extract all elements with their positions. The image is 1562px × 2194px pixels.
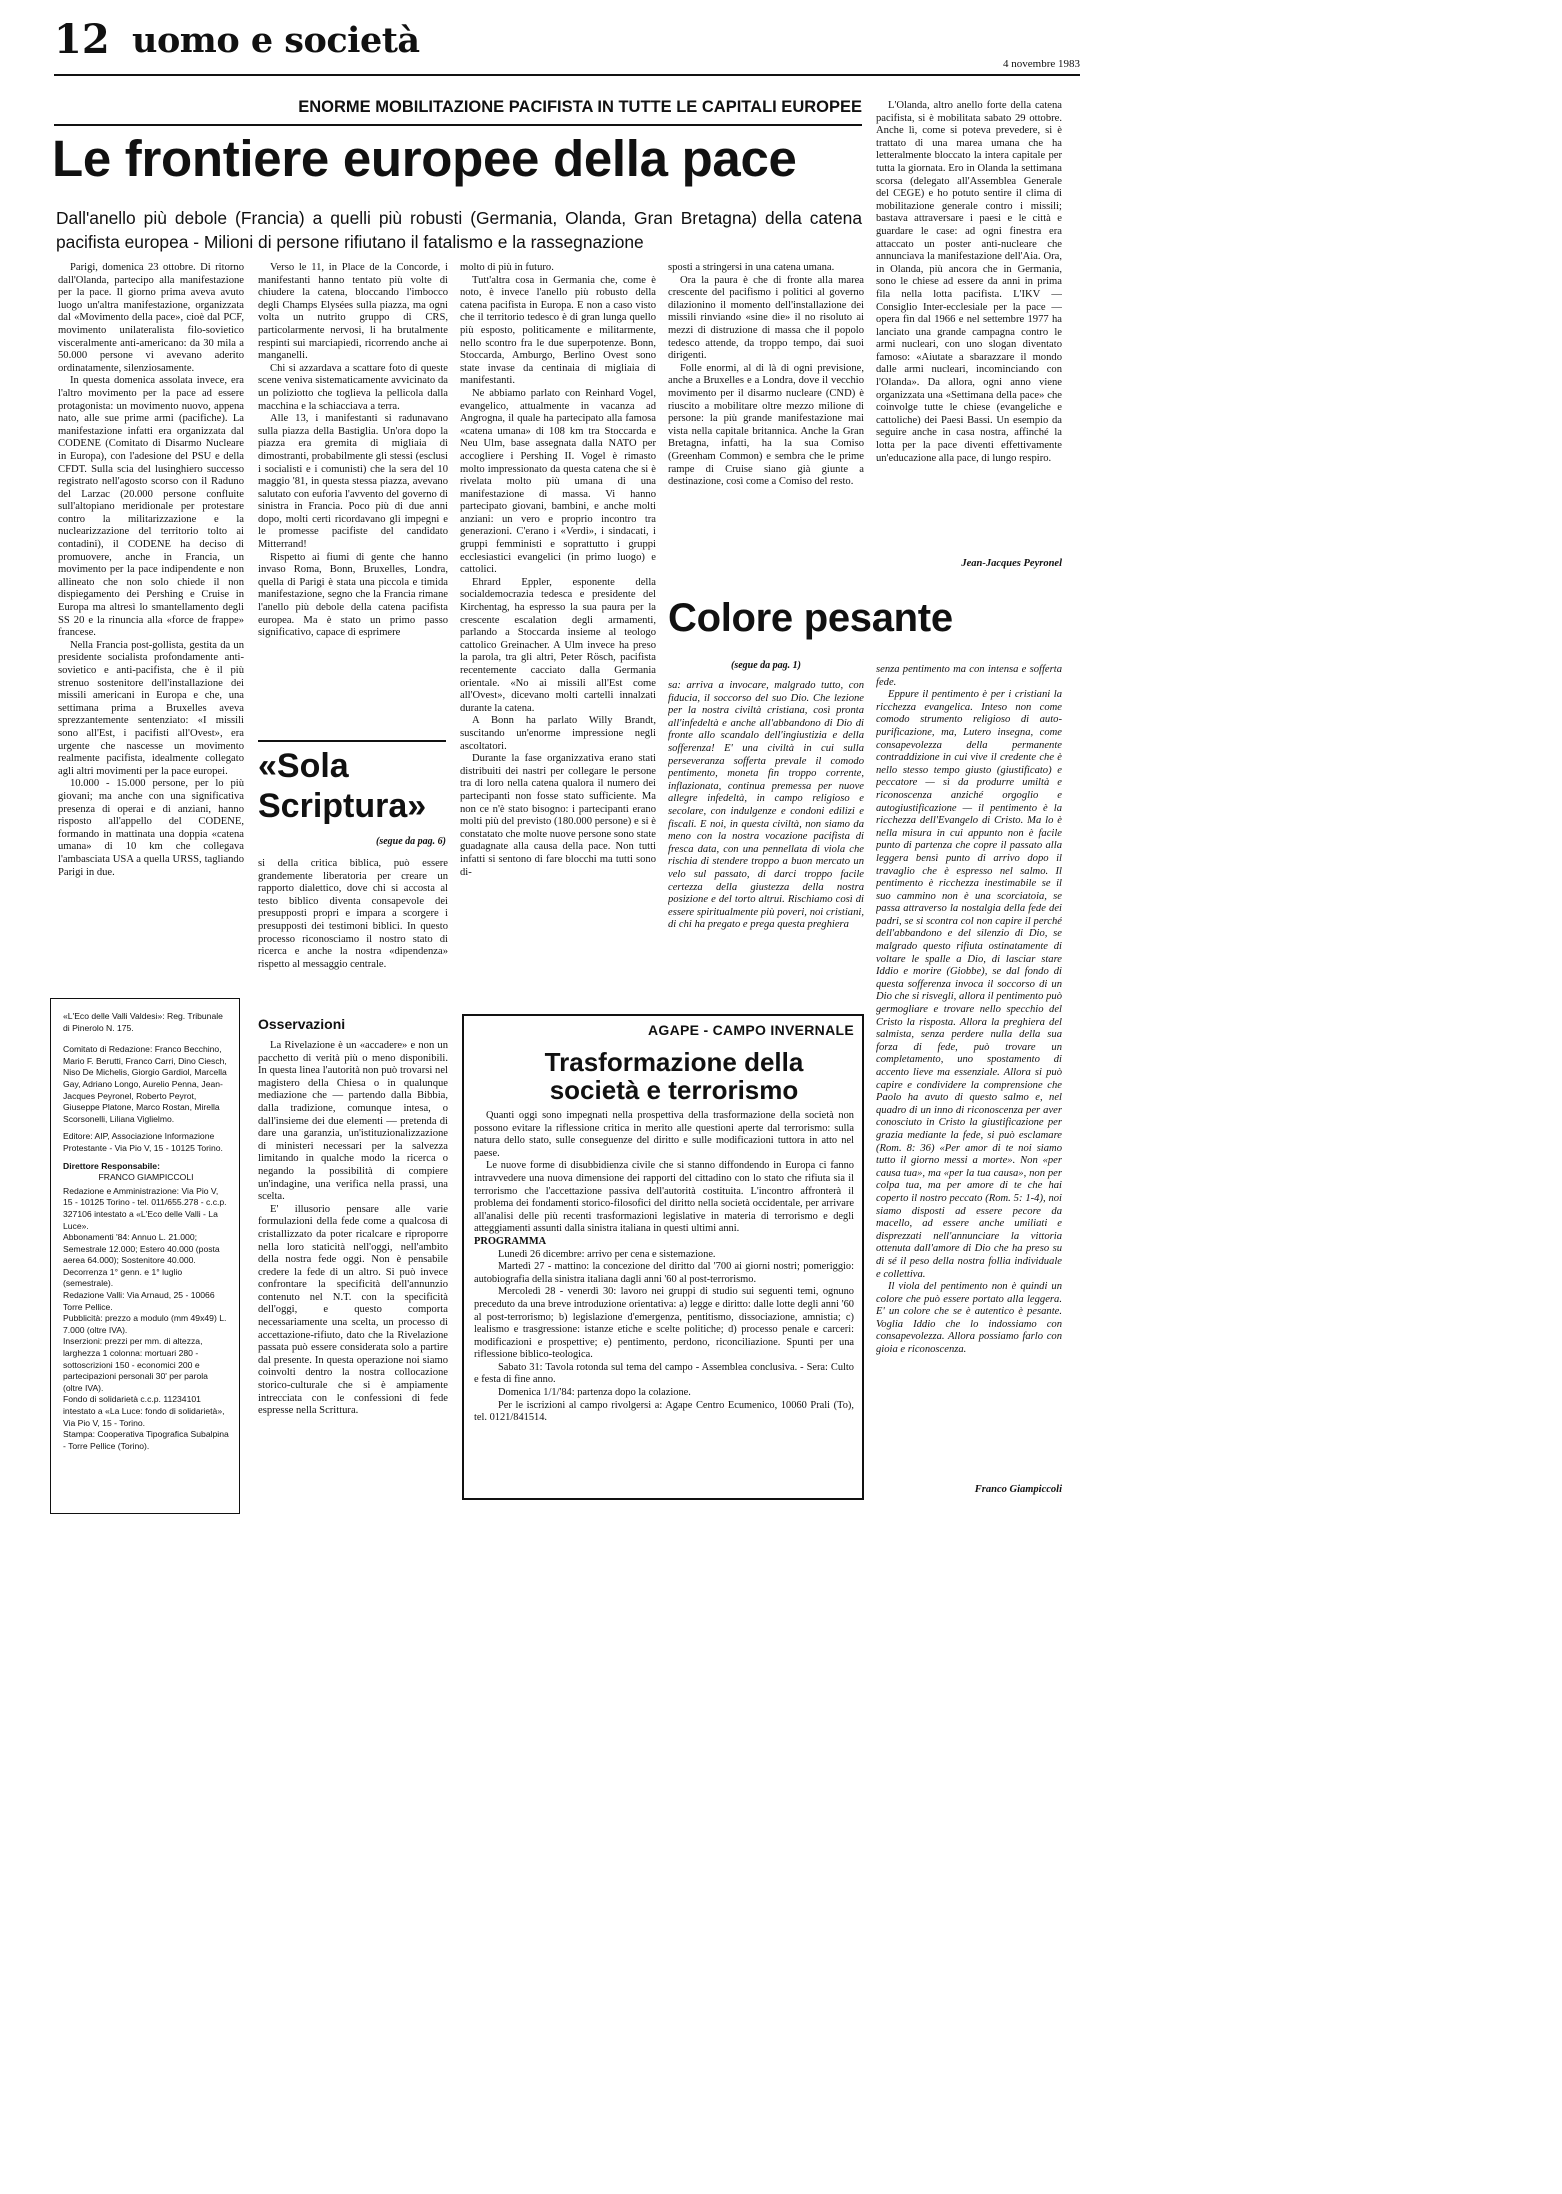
main-col4-p2: Ora la paura è che di fronte alla marea crescente del pacifismo i politici al governo dilazionino il momento dell'installazione dei missili rinviando «sine die» il no risoluto ai mezzi di distruzione di massa che il popolo tedesco attende, da troppo tempo, dai suoi dirigenti. bbox=[668, 274, 864, 362]
agape-program-2: Martedì 27 - mattino: la concezione del diritto dal '700 ai giorni nostri; pomeriggio: autobiografia della sinistra italiana dagli anni '60 al post-terrorismo. bbox=[474, 1261, 854, 1285]
agape-program-6: Per le iscrizioni al campo rivolgersi a: Agape Centro Ecumenico, 10060 Prali (To), tel. 0121/841514. bbox=[474, 1399, 854, 1424]
masthead bbox=[40, 14, 1080, 70]
main-col2-p4: Rispetto ai fiumi di gente che hanno invaso Roma, Bonn, Bruxelles, Londra, quella di Parigi è stata una piccola e timida manifestazione, segno che la Francia rimane l'anello più debole della catena pacifista europea. Ma è stato un primo passo significativo, capace di esprimere bbox=[258, 551, 448, 639]
main-column-2 bbox=[258, 262, 448, 732]
colore-col2-p2: Eppure il pentimento è per i cristiani la ricchezza evangelica. Inteso non come comodo strumento religioso di auto-purificazione, ma, Lutero insegna, come consapevolezza della permanente contraddizione in cui vive il credente che è nello stesso tempo giusto (giustificato) e peccatore — sì da produrre umiltà e riconoscenza anziché orgoglio e autogiustificazione — il pentimento è la ricchezza dell'Evangelo di Cristo. Ma lo è nella misura in cui appunto non è facile punto di partenza che copre il passato alla leggera bensì punto di arrivo dopo il travaglio che è espresso nel salmo. Il pentimento è ricchezza inestimabile se il suo cammino non è una scorciatoia, se passa attraverso la nostalgia della fede dei padri, se si scontra col non capire il perché dell'abbandono e del silenzio di Dio, se malgrado questo rifiuta ostinatamente di voltare le spalle a Dio, di lasciar stare Iddio e morire (Giobbe), se dal fondo di questa sofferenza invoca il soccorso di un Dio che si risvegli, allora il pentimento può germogliare e trovare nello specchio del Cristo la risposta. Allora la preghiera del salmista, senza perdere nulla della sua forza di fede, può trovare un completamento, uno spostamento di accento lieve ma essenziale. Allora si può capire e condividere la comprensione che Paolo ha avuto di questo salmo e, nel quadro di un inno di riconoscenza per aver conosciuto in Cristo la giustificazione per grazia mediante la fede, si può esclamare (Rom. 8: 36) «Per amor di te noi siamo tutto il giorno messi a morte». Non «per causa tua», ma «per la tua causa», non per colpa tua, ma per amore di te che hai coperto il nostro peccato (Rom. 5: 1-4), noi siamo disposti ad essere pecore da macello, ad essere anche umiliati e disprezzati nell'annunciare la vittoria ottenuta dall'amore di Dio che ha preso su di sé il peso della nostra follia individuale e collettiva. bbox=[876, 689, 1062, 1280]
main-col2-p1: Verso le 11, in Place de la Concorde, i manifestanti hanno tentato più volte di chiudere la catena, bloccando l'imbocco degli Champs Elysées sulla piazza, ma ogni volta un nutrito gruppo di CRS, particolarmente nervosi, li ha brutalmente respinti sui marciapiedi, ricorrendo anche ai manganelli. bbox=[258, 262, 448, 362]
agape-program-1: Lunedì 26 dicembre: arrivo per cena e sistemazione. bbox=[498, 1248, 716, 1260]
agape-box bbox=[462, 1014, 864, 1500]
agape-p1: Quanti oggi sono impegnati nella prospettiva della trasformazione della società non possono evitare la riflessione critica in merito alle questioni aperte dal terrorismo: sulla natura dello stato, sulle conseguenze del diritto e sulle modificazioni tuttora in atto nel paese. bbox=[474, 1110, 854, 1159]
colophon-valley-office: Redazione Valli: Via Arnaud, 25 - 10066 Torre Pellice. bbox=[63, 1290, 215, 1312]
colophon-subscriptions: Abbonamenti '84: Annuo L. 21.000; Semestrale 12.000; Estero 40.000 (posta aerea 64.000); Sostenitore 40.000. Decorrenza 1° genn. e 1° luglio (semestrale). bbox=[63, 1232, 220, 1289]
main-signature: Jean-Jacques Peyronel bbox=[961, 558, 1062, 569]
main-col3-p3: Ne abbiamo parlato con Reinhard Vogel, evangelico, attualmente in vacanza ad Angrogna, il quale ha partecipato alla famosa «catena umana» di 108 km tra Stoccarda e Neu Ulm, base assegnata dalla NATO per accogliere i Pershing II. Vogel è rimasto molto impressionato da questa catena che si è rivelata molto più umana di una manifestazione di massa. Vi hanno partecipato giovani, bambini, e anche molti anziani: un vero e proprio incontro tra generazioni. C'erano i «Verdi», i sindacati, i gruppi femministi e soprattutto i gruppi ecclesiastici evangelici (in primo luogo) e cattolici. bbox=[460, 387, 656, 576]
main-column-3 bbox=[460, 262, 656, 1032]
colore-col1-text: sa: arriva a invocare, malgrado tutto, con fiducia, il soccorso del suo Dio. Che lezione per la nostra civiltà cristiana, così pronta all'infedeltà e anche all'abbandono di Dio di fronte allo scandalo dell'ingiustizia e della sofferenza! E' una civiltà in cui sulla perseveranza sofferta prevale il comodo pentimento, moneta fin troppo corrente, inflazionata, continua premessa per nuove allegre infedeltà, in campo religioso e secolare, con indulgenze e condoni edilizi e fiscali. E noi, in questa civiltà, non siamo da meno con la nostra vocazione pacifista di fresca data, con una pennellata di viola che rischia di stendere troppo a buon mercato un velo sul passato, di darci troppo facile certezza della giustezza della nostra posizione e del torto altrui. Rischiamo così di essere spiritualmente più poveri, noi cristiani, di chi ha pregato e prega questa preghiera bbox=[668, 680, 864, 931]
main-col2-p3: Alle 13, i manifestanti si radunavano sulla piazza della Bastiglia. Un'ora dopo la piazza era gremita di migliaia di dimostranti, probabilmente gli stessi (esclusi i socialisti e i comunisti) che la sera del 10 maggio '81, in questa stessa piazza, avevano salutato con euforia l'avvento del governo di sinistra in Francia. Poco più di due anni dopo, molti certi ricordavano gli impegni e le promesse pacifiste del candidato Mitterrand! bbox=[258, 413, 448, 551]
sola-title-line1: «Sola bbox=[258, 747, 349, 785]
observations-title: Osservazioni bbox=[258, 1016, 346, 1032]
issue-date: 4 novembre 1983 bbox=[1003, 58, 1080, 70]
sola-top-rule bbox=[258, 740, 446, 742]
section-title: uomo e società bbox=[132, 20, 420, 61]
sola-title bbox=[258, 746, 446, 826]
agape-kicker: AGAPE - CAMPO INVERNALE bbox=[647, 1022, 854, 1038]
colophon-printer: Stampa: Cooperativa Tipografica Subalpina - Torre Pellice (Torino). bbox=[63, 1429, 229, 1451]
colore-continued: (segue da pag. 1) bbox=[731, 660, 801, 671]
main-col4-p1: sposti a stringersi in una catena umana. bbox=[668, 262, 835, 273]
colore-title: Colore pesante bbox=[668, 596, 953, 640]
agape-program-4: Sabato 31: Tavola rotonda sul tema del campo - Assemblea conclusiva. - Sera: Culto e festa di fine anno. bbox=[474, 1361, 854, 1386]
main-col1-p4: 10.000 - 15.000 persone, per lo più giovani; ma anche con una significativa presenza di operai e di anziani, hanno risposto all'appello del CODENE, formando in mattinata una doppia «catena umana» di 10 km che collegava l'ambasciata USA a quella URSS, tagliando Parigi in due. bbox=[58, 778, 244, 878]
main-column-4 bbox=[668, 262, 864, 570]
sola-col1-text: si della critica biblica, può essere grandemente liberatoria per creare un rapporto dialettico, dove chi si accosta al testo biblico diventa consapevole dei presupposti propri e impara a scorgere i presupposti dei testimoni biblici. In questo processo riconosciamo il nostro stato di ricerca e anche la nostra «dipendenza» rispetto al messaggio centrale. bbox=[258, 858, 448, 970]
colophon-address: Redazione e Amministrazione: Via Pio V, 15 - 10125 Torino - tel. 011/655.278 - c.c.p. 327106 intestato a «L'Eco delle Valli - La Luce». bbox=[63, 1185, 227, 1231]
colophon-director-name: FRANCO GIAMPICCOLI bbox=[98, 1172, 194, 1183]
colophon-advertising: Pubblicità: prezzo a modulo (mm 49x49) L. 7.000 (oltre IVA). bbox=[63, 1313, 227, 1335]
colophon-box bbox=[50, 998, 240, 1514]
agape-program-title: PROGRAMMA bbox=[474, 1235, 547, 1247]
kicker-rule bbox=[54, 124, 862, 126]
colophon-director-label: Direttore Responsabile: bbox=[63, 1160, 160, 1171]
main-col1-p2: In questa domenica assolata invece, era l'altro movimento per la pace ad essere protagonista: un movimento nuovo, appena nato, alle sue prime armi (pacifiche). La manifestazione infatti era organizzata dal CODENE (Comitato di Disarmo Nucleare in Europa), con l'adesione del PSU e della CFDT. Sulla scia del lusinghiero successo registrato nell'agosto scorso con il Raduno del Larzac (20.000 persone confluite sull'altopiano meridionale per protestare contro la militarizzazione e la nuclearizzazione del territorio tolto ai contadini), il CODENE ha deciso di promuovere, anche in Francia, un movimento per la pace indipendente e non allineato che non solo chiede il non dispiegamento dei Pershing e Cruise in Europa ma altresì lo smantellamento degli SS 20 e la rinuncia alla «force de frappe» francese. bbox=[58, 375, 244, 639]
observations-column bbox=[258, 1040, 448, 1510]
main-col5-p1: L'Olanda, altro anello forte della catena pacifista, si è mobilitata sabato 29 ottobre. Anche lì, come si poteva prevedere, si è trattato di una marea umana che ha letteralmente bloccato la intera capitale per tutta la giornata. Ero in Olanda la settimana scorsa (delegato all'Assemblea Generale del CEGE) e ho potuto sentire il clima di mobilitazione generale contro i missili; bastava attraversare i paesi e le città e guardare le case: ad ogni finestra era attaccato un poster anti-nucleare che annunciava la manifestazione dell'Aia. Ora, in Olanda, più ancora che in Germania, sono le chiese ad essere da anni in prima fila nella lotta pacifista. L'IKV — Consiglio Inter-ecclesiale per la pace — opera fin dal 1966 e nel settembre 1977 ha lanciato una grande campagna contro le armi nucleari, con uno slogan diventato famoso: «Aiutate a sbarazzare il mondo dalle armi nucleari, incominciando con l'Olanda». Da allora, ogni anno viene organizzata una «Settimana della pace» che coinvolge tutte le chiese (evangeliche e cattoliche) dei Paesi Bassi. Un esempio da seguire anche in casa nostra, affinché la lotta per la pace diventi effettivamente un'educazione alla pace, di lungo respiro. bbox=[876, 100, 1062, 464]
agape-program-3: Mercoledì 28 - venerdì 30: lavoro nei gruppi di studio sui seguenti temi, ognuno preceduto da una breve introduzione orientativa: a) legge e diritto: dalle lotte degli anni '60 al post-terrorismo; b) legislazione d'emergenza, pentitismo, dissociazione, amnistia; c) lealismo e trasgressione: istanze etiche e scelte politiche; d) processo penale e carceri: modificazioni e prospettive; e) pentimento, perdono, riconciliazione. Spunti per una riflessione biblico-teologica. bbox=[474, 1286, 854, 1361]
main-col3-p5: A Bonn ha parlato Willy Brandt, suscitando un'enorme impressione negli ascoltatori. bbox=[460, 715, 656, 752]
colophon-registration: «L'Eco delle Valli Valdesi»: Reg. Tribunale di Pinerolo N. 175. bbox=[63, 1011, 223, 1033]
colophon-publisher: Editore: AIP, Associazione Informazione Protestante - Via Pio V, 15 - 10125 Torino. bbox=[63, 1131, 223, 1153]
sola-title-line2: Scriptura» bbox=[258, 787, 427, 825]
main-col2-p2: Chi si azzardava a scattare foto di queste scene veniva sistematicamente avvicinato da un poliziotto che toglieva la pellicola dalla macchina e la schiacciava a terra. bbox=[258, 362, 448, 412]
main-column-1 bbox=[58, 262, 244, 972]
agape-body bbox=[474, 1110, 854, 1425]
main-headline: Le frontiere europee della pace bbox=[52, 130, 797, 187]
colore-column-2 bbox=[876, 664, 1062, 1479]
main-col1-p3: Nella Francia post-gollista, gestita da un presidente socialista profondamente anti-sovietico e anti-pacifista, che è il più strenuo sostenitore dell'installazione dei missili americani in Europa e che, una settimana prima a Bruxelles aveva sprezzantemente sentenziato: «I missili sono all'Est, i pacifisti all'Ovest», era urgente che nascesse un movimento realmente pacifista, idealmente collegato agli altri movimenti per la pace europei. bbox=[58, 639, 244, 777]
colophon-solidarity-fund: Fondo di solidarietà c.c.p. 11234101 intestato a «La Luce: fondo di solidarietà», Via Pio V, 15 - Torino. bbox=[63, 1394, 225, 1428]
main-kicker: ENORME MOBILITAZIONE PACIFISTA IN TUTTE LE CAPITALI EUROPEE bbox=[298, 98, 862, 116]
agape-title: Trasformazione della società e terrorismo bbox=[544, 1047, 804, 1105]
agape-program-5: Domenica 1/1/'84: partenza dopo la colazione. bbox=[498, 1387, 691, 1399]
colore-signature: Franco Giampiccoli bbox=[974, 1484, 1062, 1495]
main-subhead: Dall'anello più debole (Francia) a quelli più robusti (Germania, Olanda, Gran Bretagna) della catena pacifista europea - Milioni di persone rifiutano il fatalismo e la rassegnazione bbox=[56, 208, 862, 252]
colore-col2-p1: senza pentimento ma con intensa e sofferta fede. bbox=[876, 664, 1062, 688]
colore-column-1 bbox=[668, 680, 864, 1010]
colore-col2-p3: Il viola del pentimento non è quindi un colore che può essere portato alla leggera. E' un colore che se è autentico è pesante. Voglia Iddio che lo indossiamo con consapevolezza. Allora possiamo farlo con gioia e riconoscenza. bbox=[876, 1281, 1062, 1356]
main-col1-p1: Parigi, domenica 23 ottobre. Di ritorno dall'Olanda, partecipo alla manifestazione per la pace. Il giorno prima aveva avuto luogo un'altra manifestazione, organizzata dal «Movimento della pace», cioè dal PCF, movimento unilateralista filo-sovietico visceralmente anti-americano: da 30 mila a 50.000 persone vi avevano aderito ordinatamente, silenziosamente. bbox=[58, 262, 244, 374]
main-col3-p1: molto di più in futuro. bbox=[460, 262, 554, 273]
colophon-insertions: Inserzioni: prezzi per mm. di altezza, larghezza 1 colonna: mortuari 280 - sottoscrizioni 150 - economici 200 e partecipazioni personali 30' per parola (oltre IVA). bbox=[63, 1336, 208, 1393]
colophon-committee: Comitato di Redazione: Franco Becchino, Mario F. Berutti, Franco Carri, Dino Ciesch, Niso De Michelis, Giorgio Gardiol, Marcella Gay, Adriano Longo, Aurelio Penna, Jean-Jacques Peyronel, Roberto Peyrot, Giuseppe Platone, Marco Rostan, Mirella Scorsonelli, Liliana Viglielmo. bbox=[63, 1044, 227, 1124]
main-col3-p2: Tutt'altra cosa in Germania che, come è noto, è invece l'anello più robusto della catena pacifista in Europa. E non a caso visto che il territorio tedesco è di gran lunga quello più esposto, politicamente e militarmente, nello scontro fra le due superpotenze. Bonn, Stoccarda, Amburgo, Berlino Ovest sono state invase da centinaia di migliaia di manifestanti. bbox=[460, 274, 656, 387]
main-column-5 bbox=[876, 100, 1062, 552]
sola-continued: (segue da pag. 6) bbox=[376, 836, 446, 847]
agape-p2: Le nuove forme di disubbidienza civile che si stanno diffondendo in Europa ci fanno intravvedere una nuova dimensione dei rapporti del cittadino con lo stato che rifiuta sia il terrorismo che l'accettazione passiva dell'autorità costituita. L'incontro affronterà il problema dei fondamenti storico-filosofici del diritto nella società occidentale, per arrivare all'analisi delle più recenti trasformazioni legislative in materia di terrorismo e degli atteggiamenti assunti dalla sinistra italiana in questi ultimi anni. bbox=[474, 1160, 854, 1235]
sola-column-1 bbox=[258, 858, 448, 1008]
main-col3-p4: Ehrard Eppler, esponente della socialdemocrazia tedesca e presidente del Kirchentag, ha espresso la sua paura per la crescente escalation degli armamenti, parlando a Stoccarda insieme al teologo cattolico Greinacher. A Ulm invece ha preso la parola, tra gli altri, Peter Rösch, pacifista recentemente cacciato dalla Germania orientale. «No ai missili all'Est come all'Ovest», dicevano molti cartelli innalzati durante la catena. bbox=[460, 576, 656, 714]
page-number: 12 bbox=[54, 16, 110, 63]
masthead-rule bbox=[54, 74, 1080, 76]
main-col4-p3: Folle enormi, al di là di ogni previsione, anche a Bruxelles e a Londra, dove il vecchio movimento per il disarmo nucleare (CND) è riuscito a mobilitare oltre mezzo milione di persone: la più grande manifestazione mai vista nella capitale britannica. Anche la Gran Bretagna, infatti, ha la sua Comiso (Greenham Common) e sembra che le prime rampe di Cruise siano già giunte a destinazione, così come a Comiso del resto. bbox=[668, 362, 864, 488]
main-col3-p6: Durante la fase organizzativa erano stati distribuiti dei nastri per collegare le persone tra di loro nella catena qualora il numero dei partecipanti non fosse stato sufficiente. Ma non ce n'è stato bisogno: i partecipanti erano molti più del previsto (180.000 persone) e si è constatato che molte nuove persone sono state guadagnate alla causa della pace. Non tutti infatti si sentono di fare blocchi ma tutti sono di- bbox=[460, 753, 656, 878]
observations-p1: La Rivelazione è un «accadere» e non un pacchetto di verità più o meno disponibili. In questa linea l'autorità non può trovarsi nel magistero della Chiesa o in qualunque mediazione che — partendo dalla Bibbia, dalla tradizione, comunque intesa, o dall'insieme dei due elementi — pretenda di dare una garanzia, un'istituzionalizzazione di ministeri necessari per la salvezza limitando in qualche modo la ricerca o negando la possibilità di compiere un'indagine, una verifica nella prassi, una scelta. bbox=[258, 1040, 448, 1203]
observations-p2: E' illusorio pensare alle varie formulazioni della fede come a qualcosa di cristallizzato da poter ricalcare e riproporre nella loro staticità nell'oggi, nell'ambito della nostra fede oggi. Non è pensabile credere la fede di un altro. Si può invece confrontare la specificità dell'annunzio contenuto nel N.T. con la specificità dell'oggi, e questo comporta necessariamente una scelta, un processo di accettazione-rifiuto, dato che la Rivelazione passata può essere considerata solo a partire dal presente. In questa operazione noi siamo coinvolti dentro la nostra collocazione storico-culturale che si è ampiamente intrecciata con le confessioni di fede espresse nella Scrittura. bbox=[258, 1203, 448, 1417]
